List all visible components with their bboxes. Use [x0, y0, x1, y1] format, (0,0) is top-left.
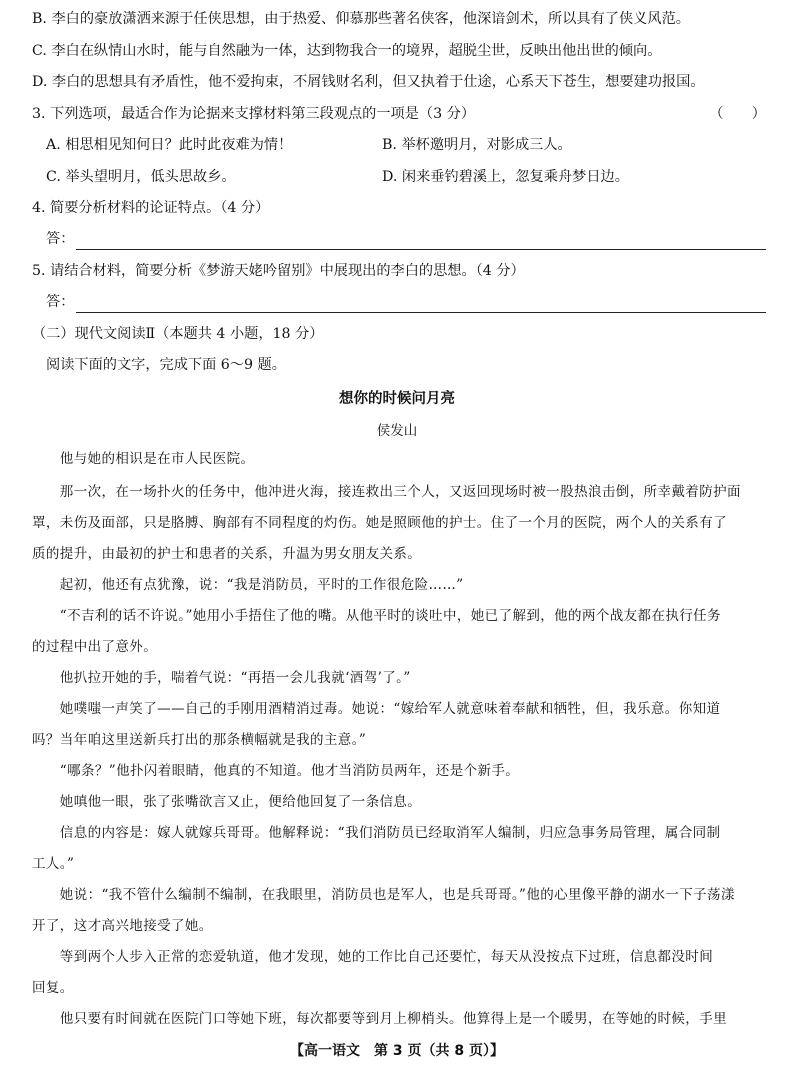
q2-option-b: B. 李白的豪放潇洒来源于任侠思想，由于热爱、仰慕那些著名侠客，他深谙剑术，所以具有了侠义风范。 [32, 11, 690, 27]
article-line: 那一次，在一场扑火的任务中，他冲进火海，接连救出三个人，又返回现场时被一股热浪击倒，所幸戴着防护面 [32, 484, 741, 500]
article-line: 吗？当年咱这里送新兵打出的那条横幅就是我的主意。” [32, 732, 367, 748]
q5-answer-row[interactable] [46, 291, 766, 313]
article-line: 质的提升，由最初的护士和患者的关系，升温为男女朋友关系。 [32, 546, 422, 562]
article-line: 信息的内容是：嫁人就嫁兵哥哥。他解释说：“我们消防员已经取消军人编制，归应急事务局管理，属合同制 [32, 825, 721, 841]
q4-answer-line[interactable] [76, 235, 766, 250]
article-line: 的过程中出了意外。 [32, 639, 158, 655]
article-line: “不吉利的话不许说。”她用小手捂住了他的嘴。从他平时的谈吐中，她已了解到，他的两个战友都在执行任务 [32, 608, 721, 624]
q4-stem: 4. 简要分析材料的论证特点。（4 分） [32, 200, 270, 216]
q5-answer-line[interactable] [76, 298, 766, 313]
q2-option-d: D. 李白的思想具有矛盾性，他不爱拘束，不屑钱财名利，但又执着于仕途，心系天下苍生，想要建功报国。 [32, 74, 705, 90]
article-line: 他扒拉开她的手，喘着气说：“再捂一会儿我就‘酒驾’了。” [32, 670, 411, 686]
article-line: 开了，这才高兴地接受了她。 [32, 918, 213, 934]
article-author: 侯发山 [376, 423, 418, 439]
section-instruction: 阅读下面的文字，完成下面 6～9 题。 [46, 357, 286, 373]
article-line: 等到两个人步入正常的恋爱轨道，他才发现，她的工作比自己还要忙，每天从没按点下过班，信息都没时间 [32, 949, 714, 965]
article-line: 他只要有时间就在医院门口等她下班，每次都要等到月上柳梢头。他算得上是一个暖男，在等她的时候，手里 [32, 1011, 727, 1027]
q3-option-a: A. 相思相见知何日？此时此夜难为情！ [46, 137, 293, 153]
article-title: 想你的时候问月亮 [339, 391, 455, 407]
article-line: 她嗔他一眼，张了张嘴欲言又止，便给他回复了一条信息。 [32, 794, 422, 810]
q4-answer-row[interactable] [46, 228, 766, 250]
article-line: 罩，未伤及面部，只是胳膊、胸部有不同程度的灼伤。她是照顾他的护士。住了一个月的医院，两个人的关系有了 [32, 515, 727, 531]
q4-answer-label: 答： [46, 231, 75, 247]
q5-answer-label: 答： [46, 294, 75, 310]
q3-stem: 3. 下列选项，最适合作为论据来支撑材料第三段观点的一项是（3 分） [32, 106, 476, 122]
q3-option-b: B. 举杯邀明月，对影成三人。 [382, 137, 572, 153]
q3-answer-paren: （ ） [709, 106, 766, 122]
article-line: 工人。” [32, 856, 75, 872]
section-heading: （二）现代文阅读Ⅱ（本题共 4 小题，18 分） [32, 326, 324, 342]
page-footer: 【高一语文 第 3 页（共 8 页）】 [290, 1043, 504, 1059]
article-line: “哪条？”他扑闪着眼睛，他真的不知道。他才当消防员两年，还是个新手。 [32, 763, 520, 779]
article-line: 她说：“我不管什么编制不编制，在我眼里，消防员也是军人，也是兵哥哥。”他的心里像平静的湖水一下子荡漾 [32, 887, 735, 903]
article-line: 他与她的相识是在市人民医院。 [32, 451, 255, 467]
article-line: 她噗嗤一声笑了——自己的手刚用酒精消过毒。她说：“嫁给军人就意味着奉献和牺牲，但，我乐意。你知道 [32, 701, 721, 717]
q5-stem: 5. 请结合材料，简要分析《梦游天姥吟留别》中展现出的李白的思想。（4 分） [32, 263, 525, 279]
q3-option-d: D. 闲来垂钓碧溪上，忽复乘舟梦日边。 [382, 169, 629, 185]
article-line: 起初，他还有点犹豫，说：“我是消防员，平时的工作很危险……” [32, 577, 464, 593]
q2-option-c: C. 李白在纵情山水时，能与自然融为一体，达到物我合一的境界，超脱尘世，反映出他出世的倾向。 [32, 43, 662, 59]
article-line: 回复。 [32, 980, 74, 996]
q3-option-c: C. 举头望明月，低头思故乡。 [46, 169, 236, 185]
